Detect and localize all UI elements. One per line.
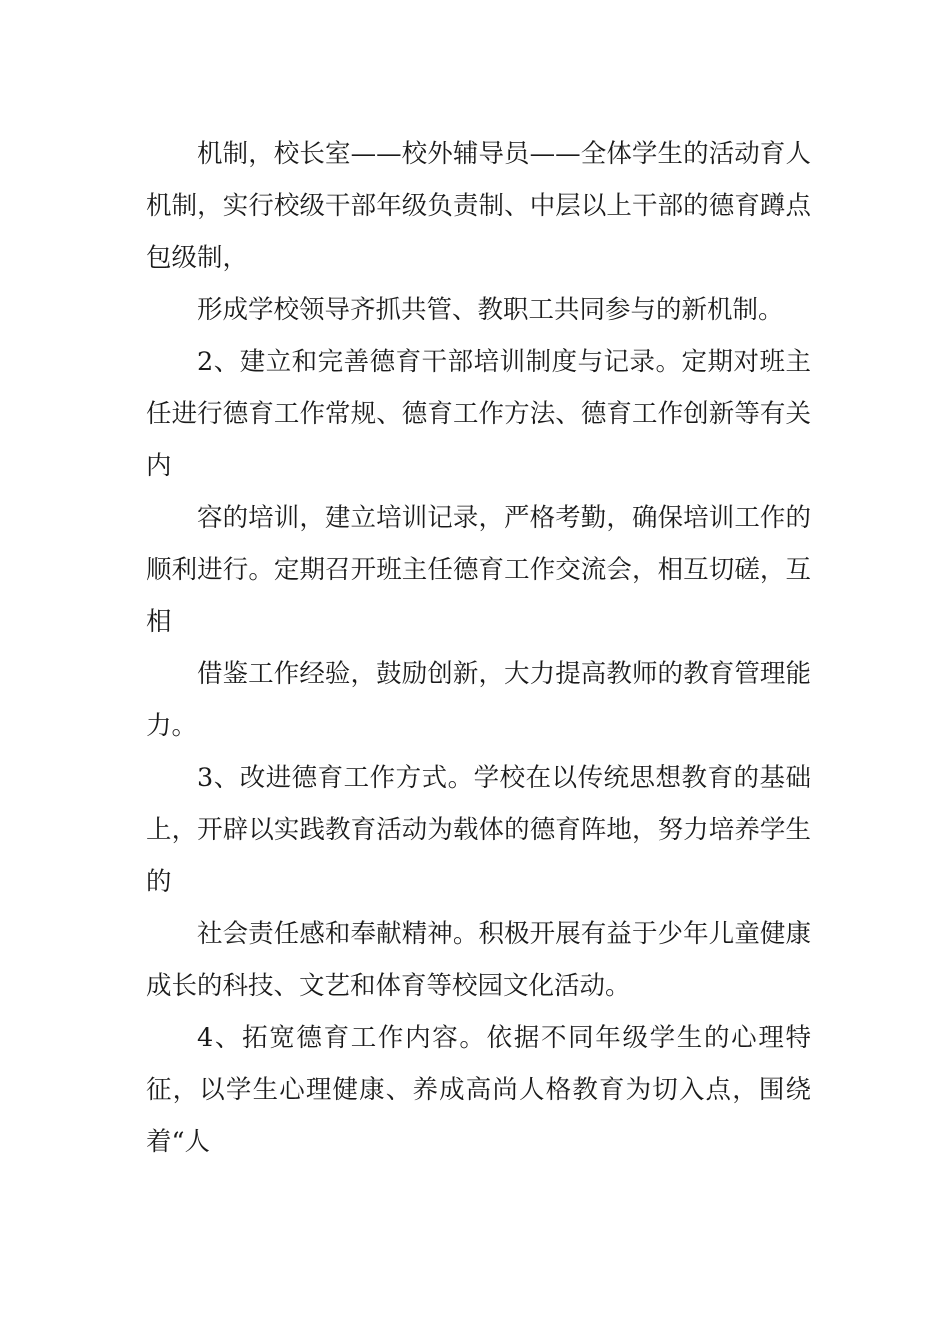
paragraph-6: 3、改进德育工作方式。学校在以传统思想教育的基础上，开辟以实践教育活动为载体的德育阵地，努力培养学生的 <box>146 763 811 897</box>
paragraph-1: 机制，校长室——校外辅导员——全体学生的活动育人机制，实行校级干部年级负责制、中层以上干部的德育蹲点包级制， <box>146 139 811 273</box>
paragraph-3: 2、建立和完善德育干部培训制度与记录。定期对班主任进行德育工作常规、德育工作方法、德育工作创新等有关内 <box>146 347 811 481</box>
paragraph-5: 借鉴工作经验，鼓励创新，大力提高教师的教育管理能力。 <box>146 659 811 741</box>
document-body <box>146 128 811 1168</box>
paragraph-2: 形成学校领导齐抓共管、教职工共同参与的新机制。 <box>197 295 784 325</box>
paragraph-8: 4、拓宽德育工作内容。依据不同年级学生的心理特征，以学生心理健康、养成高尚人格教育为切入点，围绕着“人 <box>146 1023 811 1157</box>
paragraph-4: 容的培训，建立培训记录，严格考勤，确保培训工作的顺利进行。定期召开班主任德育工作交流会，相互切磋，互相 <box>146 503 811 637</box>
paragraph-7: 社会责任感和奉献精神。积极开展有益于少年儿童健康成长的科技、文艺和体育等校园文化活动。 <box>146 919 811 1001</box>
